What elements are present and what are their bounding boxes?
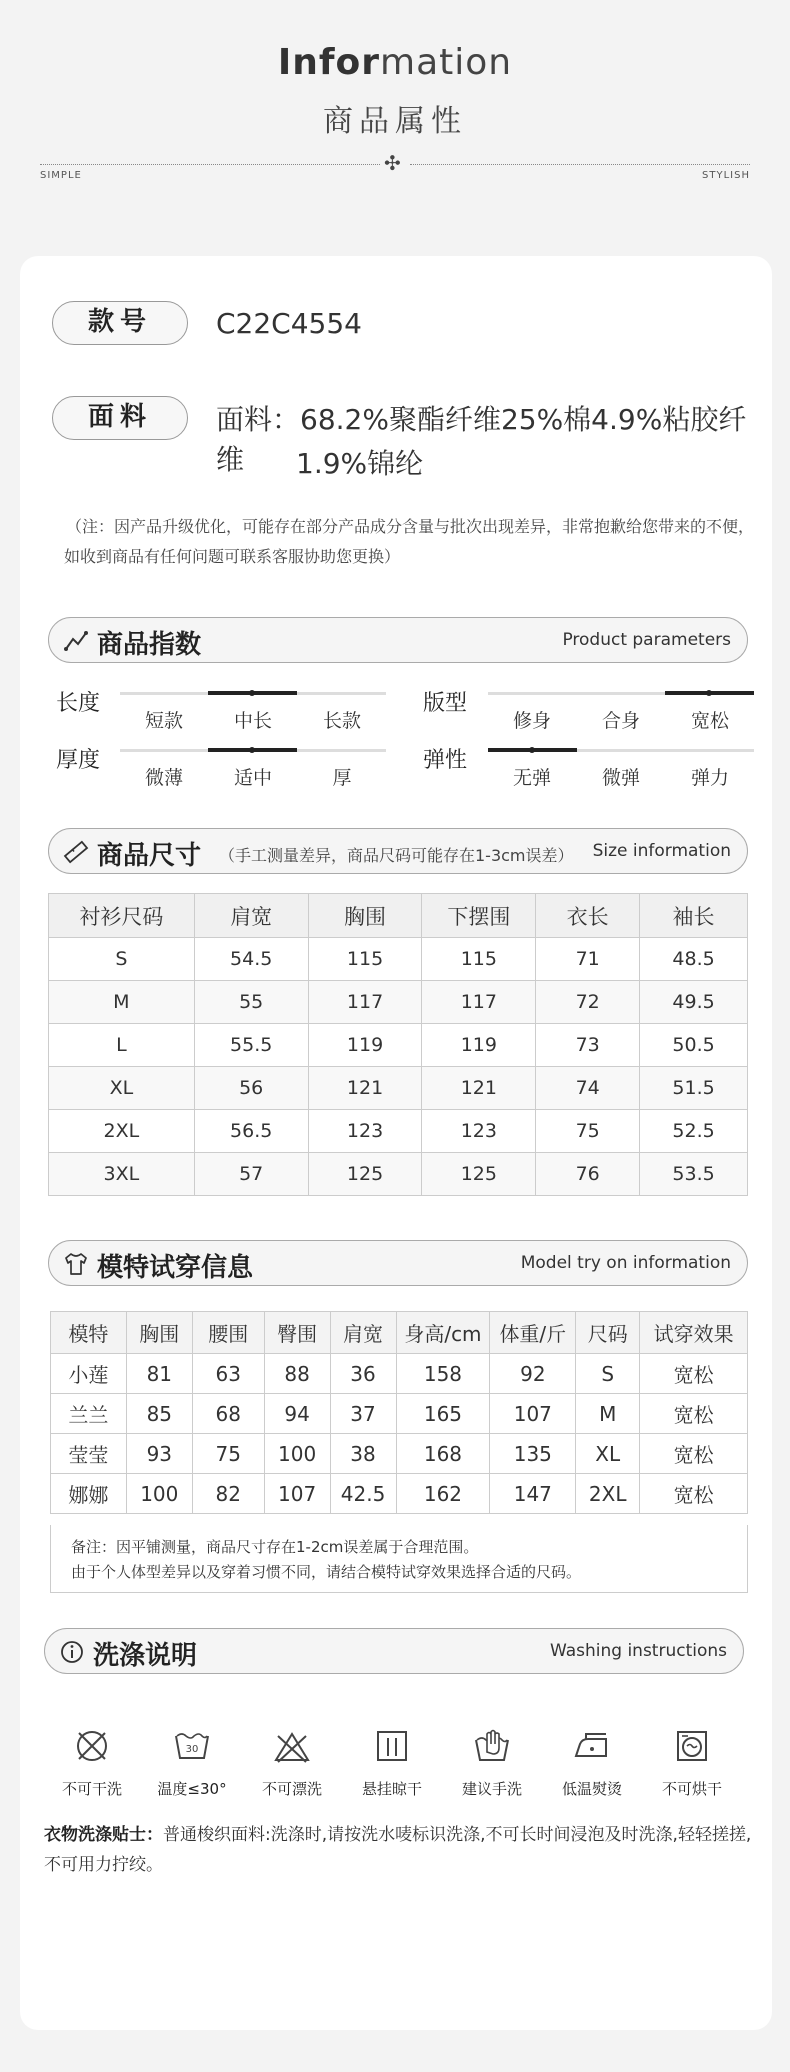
model-note-line1: 备注：因平铺测量，商品尺寸存在1-2cm误差属于合理范围。 (71, 1538, 479, 1556)
table-cell: 2XL (49, 1110, 195, 1153)
fabric-line1: 面料：68.2%聚酯纤维25%棉4.9%粘胶纤维 (216, 403, 747, 476)
table-cell: 158 (396, 1354, 490, 1394)
table-cell: 162 (396, 1474, 490, 1514)
column-header: 肩宽 (330, 1312, 396, 1354)
wash-item: 不可干洗 (42, 1726, 142, 1799)
table-cell: 123 (422, 1110, 536, 1153)
table-cell: S (49, 938, 195, 981)
table-cell: 72 (536, 981, 640, 1024)
table-cell: 119 (308, 1024, 422, 1067)
table-row (51, 1354, 748, 1394)
column-header: 臀围 (264, 1312, 330, 1354)
table-cell: 73 (536, 1024, 640, 1067)
table-cell: 3XL (49, 1153, 195, 1196)
size-information-header (48, 828, 748, 874)
no-dry-clean-icon (72, 1726, 112, 1766)
table-cell: 55.5 (194, 1024, 308, 1067)
table-cell: 55 (194, 981, 308, 1024)
table-cell: 119 (422, 1024, 536, 1067)
table-cell: 36 (330, 1354, 396, 1394)
hang-dry-icon (372, 1726, 412, 1766)
table-cell: 71 (536, 938, 640, 981)
simple-tag: SIMPLE (40, 170, 82, 181)
table-cell: 37 (330, 1394, 396, 1434)
wash-item: 不可漂洗 (242, 1726, 342, 1799)
column-header: 胸围 (126, 1312, 192, 1354)
model-note-line2: 由于个人体型差异以及穿着习惯不同，请结合模特试穿效果选择合适的尺码。 (71, 1563, 582, 1581)
trend-line-icon (63, 628, 89, 654)
table-cell: 121 (422, 1067, 536, 1110)
table-cell: L (49, 1024, 195, 1067)
divider-left (40, 164, 380, 165)
section-title: 洗涤说明 (93, 1641, 198, 1671)
wash-item: 低温熨烫 (542, 1726, 642, 1799)
washing-header (44, 1628, 744, 1674)
stylish-tag: STYLISH (702, 170, 750, 181)
table-cell: 38 (330, 1434, 396, 1474)
svg-text:30: 30 (185, 1744, 199, 1755)
option-label: 厚 (332, 767, 352, 789)
table-cell: 娜娜 (51, 1474, 127, 1514)
page-subtitle: 商品属性 (323, 104, 467, 139)
info-card (20, 256, 772, 2030)
column-header: 模特 (51, 1312, 127, 1354)
option-label: 适中 (233, 767, 272, 789)
section-title: 模特试穿信息 (97, 1253, 254, 1283)
model-table (50, 1311, 748, 1514)
wash-30-icon (172, 1726, 212, 1766)
table-cell: 115 (308, 938, 422, 981)
information-title: Information (277, 42, 513, 83)
product-parameters-header (48, 617, 748, 663)
size-table (48, 893, 748, 1196)
model-note (50, 1525, 748, 1593)
table-cell: 63 (192, 1354, 264, 1394)
hand-wash-icon (472, 1726, 512, 1766)
table-cell: 57 (194, 1153, 308, 1196)
param-label-length: 长度 (56, 691, 101, 716)
table-row (51, 1394, 748, 1434)
table-cell: 117 (422, 981, 536, 1024)
style-no-value: C22C4554 (216, 307, 362, 340)
column-header: 下摆围 (422, 894, 536, 938)
fabric-note-line1: （注：因产品升级优化，可能存在部分产品成分含量与批次出现差异，非常抱歉给您带来的不便， (66, 517, 755, 536)
table-cell: 135 (490, 1434, 576, 1474)
table-cell: 51.5 (640, 1067, 748, 1110)
thickness-scale (120, 749, 386, 789)
table-cell: 94 (264, 1394, 330, 1434)
washing-tips (44, 1820, 754, 1880)
fabric-label: 面料 (52, 396, 188, 440)
table-cell: 100 (264, 1434, 330, 1474)
table-row (49, 1153, 748, 1196)
column-header: 袖长 (640, 894, 748, 938)
table-cell: 56 (194, 1067, 308, 1110)
section-title: 商品尺寸 (97, 841, 202, 871)
table-cell: 85 (126, 1394, 192, 1434)
option-label: 弹力 (690, 767, 729, 789)
option-label: 修身 (512, 710, 551, 732)
table-cell: 165 (396, 1394, 490, 1434)
column-header: 衬衫尺码 (49, 894, 195, 938)
table-row (49, 1067, 748, 1110)
table-cell: 76 (536, 1153, 640, 1196)
low-iron-icon (572, 1726, 612, 1766)
section-title-en: Model try on information (520, 1253, 731, 1273)
option-label: 无弹 (512, 767, 551, 789)
size-subtitle: （手工测量差异，商品尺码可能存在1-3cm误差） (219, 846, 574, 865)
table-cell: 92 (490, 1354, 576, 1394)
table-cell: 81 (126, 1354, 192, 1394)
section-title-en: Size information (592, 841, 731, 861)
option-label: 宽松 (690, 710, 729, 732)
wash-item: 不可烘干 (642, 1726, 742, 1799)
table-cell: 56.5 (194, 1110, 308, 1153)
page-header (0, 0, 790, 250)
table-cell: 107 (490, 1394, 576, 1434)
column-header: 肩宽 (194, 894, 308, 938)
table-cell: 68 (192, 1394, 264, 1434)
table-cell: 125 (308, 1153, 422, 1196)
table-row (51, 1434, 748, 1474)
column-header: 胸围 (308, 894, 422, 938)
table-cell: 宽松 (640, 1354, 748, 1394)
table-cell: 兰兰 (51, 1394, 127, 1434)
column-header: 尺码 (576, 1312, 640, 1354)
param-label-fit: 版型 (423, 691, 468, 716)
table-cell: 54.5 (194, 938, 308, 981)
table-cell: 49.5 (640, 981, 748, 1024)
table-cell: 107 (264, 1474, 330, 1514)
section-title-en: Product parameters (562, 630, 731, 650)
section-title-en: Washing instructions (549, 1641, 727, 1661)
table-cell: 123 (308, 1110, 422, 1153)
table-cell: 82 (192, 1474, 264, 1514)
column-header: 身高/cm (396, 1312, 490, 1354)
table-row (49, 1024, 748, 1067)
column-header: 腰围 (192, 1312, 264, 1354)
table-row (49, 938, 748, 981)
table-cell: 168 (396, 1434, 490, 1474)
wash-item: 30 温度≤30° (142, 1726, 242, 1799)
wash-item: 悬挂晾干 (342, 1726, 442, 1799)
wash-item: 建议手洗 (442, 1726, 542, 1799)
shirt-icon (63, 1251, 89, 1277)
fit-scale (488, 692, 754, 732)
section-title: 商品指数 (97, 630, 202, 660)
model-information-header (48, 1240, 748, 1286)
table-cell: 48.5 (640, 938, 748, 981)
column-header: 体重/斤 (490, 1312, 576, 1354)
no-bleach-icon (272, 1726, 312, 1766)
table-cell: 147 (490, 1474, 576, 1514)
table-cell: 93 (126, 1434, 192, 1474)
table-cell: 52.5 (640, 1110, 748, 1153)
fabric-note-line2: 如收到商品有任何问题可联系客服协助您更换） (64, 547, 401, 566)
option-label: 中长 (233, 710, 272, 732)
option-label: 微弹 (601, 767, 640, 789)
tips-label: 衣物洗涤贴士： (44, 1825, 163, 1845)
table-cell: S (576, 1354, 640, 1394)
table-row (51, 1474, 748, 1514)
table-cell: 宽松 (640, 1474, 748, 1514)
table-cell: 小莲 (51, 1354, 127, 1394)
table-cell: XL (576, 1434, 640, 1474)
option-label: 长款 (322, 710, 361, 732)
option-label: 合身 (601, 710, 640, 732)
table-cell: 74 (536, 1067, 640, 1110)
table-row (49, 981, 748, 1024)
table-cell: M (576, 1394, 640, 1434)
param-label-thickness: 厚度 (56, 748, 101, 773)
table-cell: M (49, 981, 195, 1024)
table-cell: 2XL (576, 1474, 640, 1514)
cross-ornament-icon: ✣ (384, 151, 401, 175)
column-header: 衣长 (536, 894, 640, 938)
table-cell: 117 (308, 981, 422, 1024)
info-icon (59, 1639, 85, 1665)
table-cell: 100 (126, 1474, 192, 1514)
table-cell: XL (49, 1067, 195, 1110)
tips-text: 普通梭织面料:洗涤时,请按洗水唛标识洗涤,不可长时间浸泡及时洗涤,轻轻搓搓,不可用力拧绞。 (44, 1825, 752, 1875)
table-cell: 莹莹 (51, 1434, 127, 1474)
no-tumble-dry-icon (672, 1726, 712, 1766)
table-cell: 115 (422, 938, 536, 981)
table-cell: 88 (264, 1354, 330, 1394)
table-row (49, 1110, 748, 1153)
fabric-line2: 1.9%锦纶 (296, 447, 424, 480)
style-no-label: 款号 (52, 301, 188, 345)
table-cell: 75 (192, 1434, 264, 1474)
elasticity-scale (488, 749, 754, 789)
table-cell: 121 (308, 1067, 422, 1110)
option-label: 微薄 (144, 767, 183, 789)
table-cell: 125 (422, 1153, 536, 1196)
table-cell: 宽松 (640, 1394, 748, 1434)
table-cell: 宽松 (640, 1434, 748, 1474)
table-cell: 50.5 (640, 1024, 748, 1067)
ruler-icon (63, 839, 89, 865)
param-label-elasticity: 弹性 (423, 748, 468, 773)
table-cell: 75 (536, 1110, 640, 1153)
option-label: 短款 (144, 710, 183, 732)
table-cell: 53.5 (640, 1153, 748, 1196)
divider-right (410, 164, 750, 165)
column-header: 试穿效果 (640, 1312, 748, 1354)
table-cell: 42.5 (330, 1474, 396, 1514)
length-scale (120, 692, 386, 732)
